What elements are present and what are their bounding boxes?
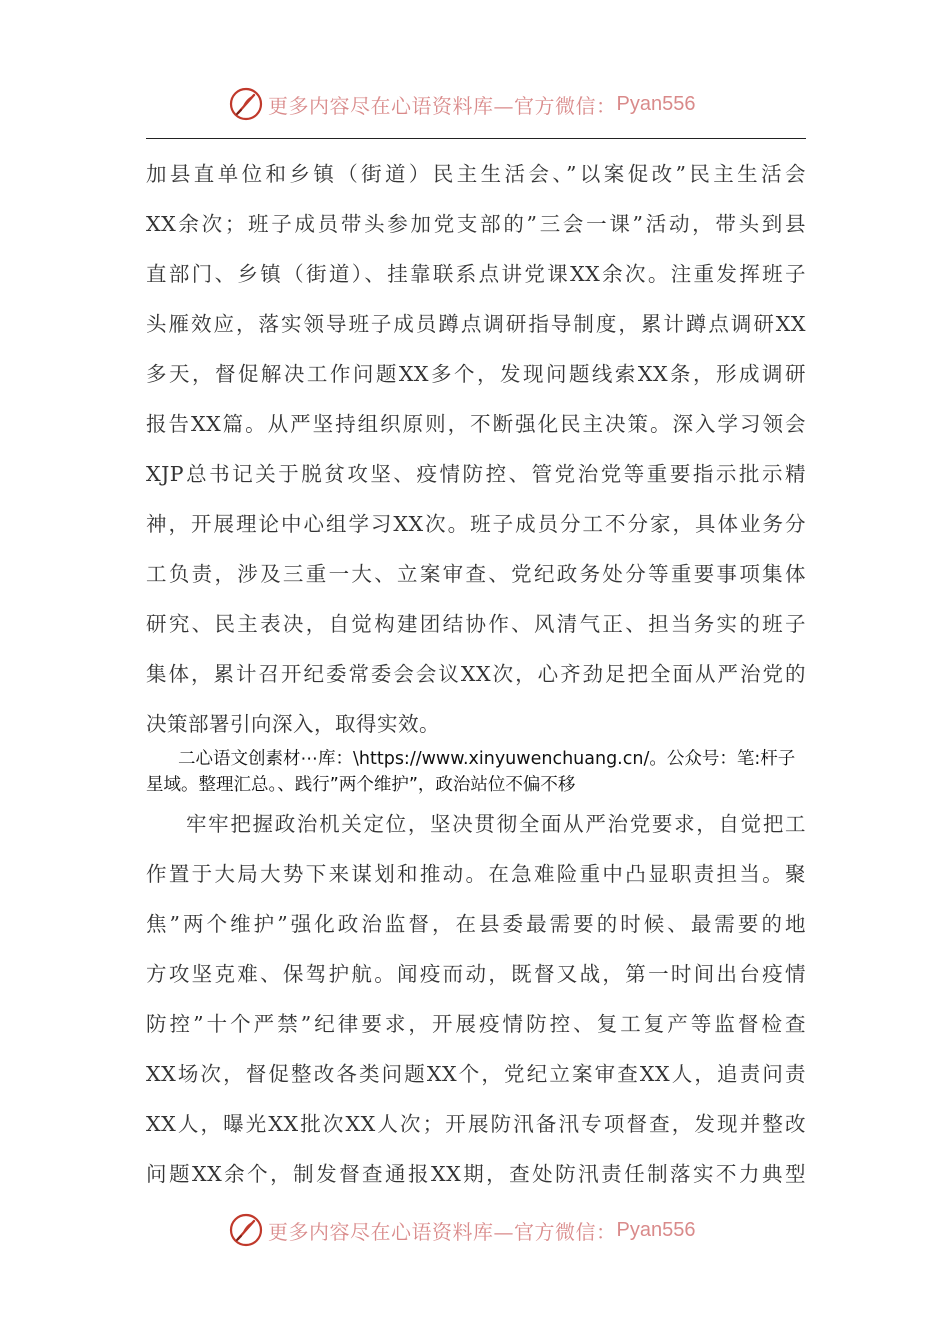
text-line: 焦”两个维护”强化政治监督，在县委最需要的时候、最需要的地 bbox=[146, 912, 806, 936]
text-line: 直部门、乡镇（街道）、挂靠联系点讲党课XX余次。注重发挥班子 bbox=[146, 262, 806, 286]
text-line: 多天，督促解决工作问题XX多个，发现问题线索XX条，形成调研 bbox=[146, 362, 806, 386]
text-line: 集体，累计召开纪委常委会会议XX次，心齐劲足把全面从严治党的 bbox=[146, 662, 806, 686]
banner-text: 更多内容尽在心语资料库—官方微信： bbox=[268, 1219, 617, 1244]
banner-wechat-id: Pyan556 bbox=[616, 1218, 696, 1241]
text-line: XJP总书记关于脱贫攻坚、疫情防控、管党治党等重要指示批示精 bbox=[146, 462, 806, 486]
text-line: 防控”十个严禁”纪律要求，开展疫情防控、复工复产等监督检查 bbox=[146, 1012, 806, 1036]
text-line: 神，开展理论中心组学习XX次。班子成员分工不分家，具体业务分 bbox=[146, 512, 806, 536]
footer-banner bbox=[228, 1210, 695, 1250]
quill-logo-icon bbox=[228, 86, 264, 122]
note-line: 二心语文创素材⋯库：\https://www.xinyuwenchuang.cn/。公众号：笔:杆子 bbox=[178, 749, 796, 769]
banner-wechat-id: Pyan556 bbox=[616, 92, 696, 115]
text-line: 问题XX余个，制发督查通报XX期，查处防汛责任制落实不力典型 bbox=[146, 1162, 806, 1186]
text-line: 头雁效应，落实领导班子成员蹲点调研指导制度，累计蹲点调研XX bbox=[146, 312, 806, 336]
text-line: 工负责，涉及三重一大、立案审查、党纪政务处分等重要事项集体 bbox=[146, 562, 806, 586]
quill-logo-icon bbox=[228, 1212, 264, 1248]
text-line: XX余次；班子成员带头参加党支部的”三会一课”活动，带头到县 bbox=[146, 212, 806, 236]
text-line: 决策部署引向深入，取得实效。 bbox=[146, 712, 440, 736]
text-line: XX人，曝光XX批次XX人次；开展防汛备汛专项督查，发现并整改 bbox=[146, 1112, 806, 1136]
header-divider bbox=[146, 138, 806, 139]
text-line: XX场次，督促整改各类问题XX个，党纪立案审查XX人，追责问责 bbox=[146, 1062, 806, 1086]
text-line: 加县直单位和乡镇（街道）民主生活会、”以案促改”民主生活会 bbox=[146, 162, 806, 186]
banner-text: 更多内容尽在心语资料库—官方微信： bbox=[268, 93, 617, 118]
text-line: 研究、民主表决，自觉构建团结协作、风清气正、担当务实的班子 bbox=[146, 612, 806, 636]
text-line: 作置于大局大势下来谋划和推动。在急难险重中凸显职责担当。聚 bbox=[146, 862, 806, 886]
text-line: 牢牢把握政治机关定位，坚决贯彻全面从严治党要求，自觉把工 bbox=[186, 812, 806, 836]
text-line: 方攻坚克难、保驾护航。闻疫而动，既督又战，第一时间出台疫情 bbox=[146, 962, 806, 986]
note-line: 星域。整理汇总。、践行”两个维护”，政治站位不偏不移 bbox=[146, 775, 576, 795]
text-line: 报告XX篇。从严坚持组织原则，不断强化民主决策。深入学习领会 bbox=[146, 412, 806, 436]
header-banner bbox=[228, 84, 695, 124]
